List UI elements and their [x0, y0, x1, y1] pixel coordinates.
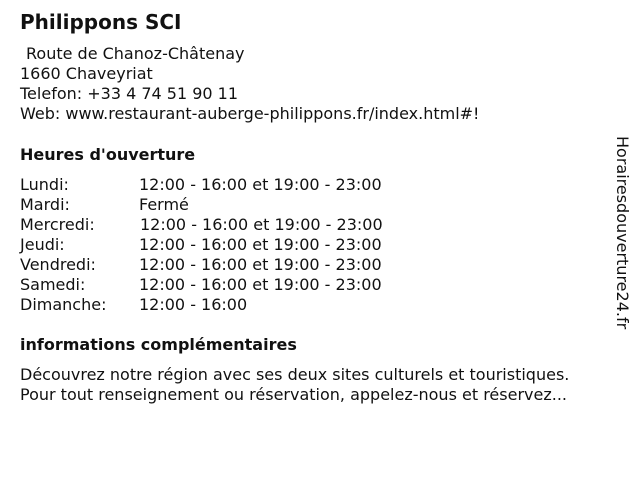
day-label: Lundi:: [20, 175, 69, 194]
hours-row-thursday: [20, 235, 383, 255]
hours-value: 12:00 - 16:00 et 19:00 - 23:00: [139, 275, 382, 294]
additional-info-heading: informations complémentaires: [20, 335, 297, 354]
day-label: Mercredi:: [20, 215, 95, 234]
address-city: 1660 Chaveyriat: [20, 64, 153, 83]
hours-row-tuesday: [20, 195, 383, 215]
opening-hours-heading: Heures d'ouverture: [20, 145, 196, 164]
day-label: Jeudi:: [20, 235, 65, 254]
hours-value: 12:00 - 16:00 et 19:00 - 23:00: [139, 235, 382, 254]
hours-row-friday: [20, 255, 383, 275]
additional-info-text: [20, 365, 569, 405]
hours-value: 12:00 - 16:00: [139, 295, 248, 314]
day-label: Dimanche:: [20, 295, 107, 314]
hours-value: 12:00 - 16:00 et 19:00 - 23:00: [139, 175, 382, 194]
web-line: Web: www.restaurant-auberge-philippons.fr/index.html#!: [20, 104, 480, 123]
address-street: Route de Chanoz-Châtenay: [26, 44, 245, 63]
business-name: Philippons SCI: [20, 10, 182, 34]
day-label: Samedi:: [20, 275, 86, 294]
phone-line: Telefon: +33 4 74 51 90 11: [20, 84, 239, 103]
hours-row-wednesday: [20, 215, 383, 235]
opening-hours-table: [20, 175, 383, 315]
hours-row-sunday: [20, 295, 383, 315]
site-watermark: Horairesdouverture24.fr: [613, 136, 632, 330]
info-line: Pour tout renseignement ou réservation, appelez-nous et réservez...: [20, 385, 567, 404]
hours-row-saturday: [20, 275, 383, 295]
hours-row-monday: [20, 175, 383, 195]
hours-value: 12:00 - 16:00 et 19:00 - 23:00: [139, 255, 382, 274]
info-line: Découvrez notre région avec ses deux sites culturels et touristiques.: [20, 365, 570, 384]
hours-value: 12:00 - 16:00 et 19:00 - 23:00: [140, 215, 383, 234]
address-block: [20, 44, 479, 124]
day-label: Mardi:: [20, 195, 70, 214]
hours-value: Fermé: [139, 195, 189, 214]
day-label: Vendredi:: [20, 255, 96, 274]
